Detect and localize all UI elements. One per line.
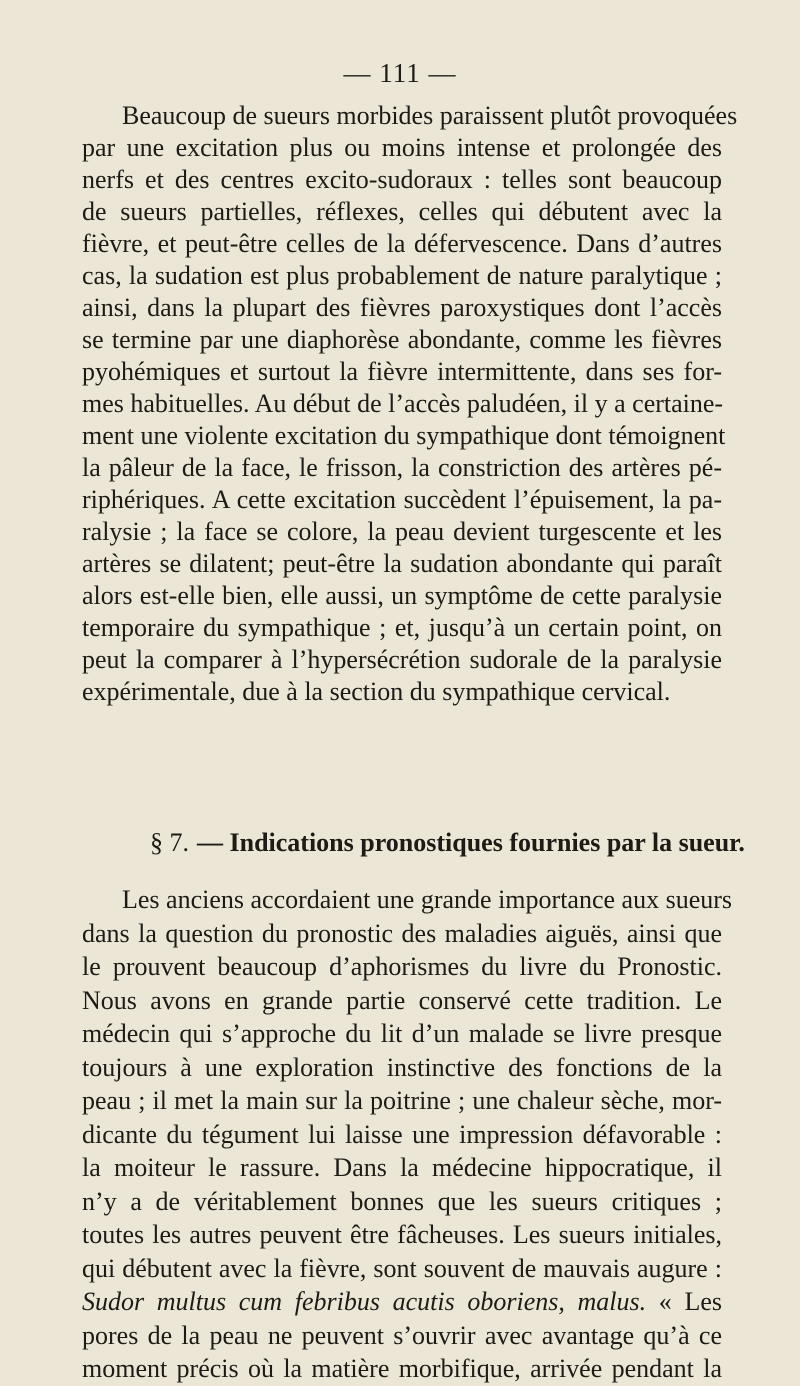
text-line: peut la comparer à l’hypersécrétion sudorale de la paralysie	[82, 645, 722, 674]
text-line: cas, la sudation est plus probablement de nature paralytique ;	[82, 261, 722, 290]
text-line: médecin qui s’approche du lit d’un malade se livre presque	[82, 1019, 722, 1048]
section-number: § 7.	[150, 828, 189, 857]
text-line: dans la question du pronostic des maladies aiguës, ainsi que	[82, 918, 722, 948]
text-line: toutes les autres peuvent être fâcheuses. Les sueurs initiales,	[82, 1220, 722, 1249]
section-heading	[150, 828, 745, 858]
text-line: temporaire du sympathique ; et, jusqu’à un certain point, on	[82, 613, 722, 642]
text-line: fièvre, et peut-être celles de la défervescence. Dans d’autres	[82, 229, 722, 258]
text-line: alors est-elle bien, elle aussi, un symptôme de cette paralysie	[82, 581, 722, 610]
text-line: Beaucoup de sueurs morbides paraissent plutôt provoquées	[122, 101, 738, 130]
quote-start: « Les	[658, 1287, 722, 1316]
paragraph-prognosis	[82, 883, 733, 1386]
text-line: toujours à une exploration instinctive des fonctions de la	[82, 1052, 722, 1082]
text-line	[82, 1285, 722, 1319]
text-line: riphériques. A cette excitation succèdent l’épuisement, la pa-	[82, 485, 722, 514]
text-line: mes habituelles. Au début de l’accès paludéen, il y a certaine-	[82, 389, 724, 418]
text-line: n’y a de véritablement bonnes que les sueurs critiques ;	[82, 1186, 722, 1216]
text-line: ralysie ; la face se colore, la peau devient turgescente et les	[82, 517, 722, 546]
text-line: la moiteur le rassure. Dans la médecine hippocratique, il	[82, 1153, 722, 1182]
text-line: ment une violente excitation du sympathique dont témoignent	[82, 421, 726, 450]
text-line: le prouvent beaucoup d’aphorismes du livre du Pronostic.	[82, 952, 722, 981]
text-line: pores de la peau ne peuvent s’ouvrir avec avantage qu’à ce	[82, 1320, 722, 1350]
text-line: dicante du tégument lui laisse une impression défavorable :	[82, 1119, 722, 1149]
text-line: la pâleur de la face, le frisson, la constriction des artères pé-	[82, 453, 722, 482]
latin-quote: Sudor multus cum febribus acutis oboriens, malus.	[82, 1287, 647, 1316]
text-line: de sueurs partielles, réflexes, celles qui débutent avec la	[82, 197, 722, 226]
text-line: Nous avons en grande partie conservé cette tradition. Le	[82, 985, 722, 1015]
text-line: expérimentale, due à la section du sympathique cervical.	[82, 677, 671, 706]
text-line: nerfs et des centres excito-sudoraux : telles sont beaucoup	[82, 165, 722, 194]
text-line: pyohémiques et surtout la fièvre intermittente, dans ses for-	[82, 357, 722, 386]
text-line: moment précis où la matière morbifique, arrivée pendant la	[82, 1354, 722, 1383]
text-line: par une excitation plus ou moins intense et prolongée des	[82, 133, 722, 162]
page-number: — 111 —	[343, 58, 457, 88]
text-line: peau ; il met la main sur la poitrine ; une chaleur sèche, mor-	[82, 1086, 722, 1115]
text-line: ainsi, dans la plupart des fièvres paroxystiques dont l’accès	[82, 293, 722, 322]
text-line: se termine par une diaphorèse abondante, comme les fièvres	[82, 325, 722, 354]
text-line: Les anciens accordaient une grande importance aux sueurs	[122, 885, 733, 914]
text-line: artères se dilatent; peut-être la sudation abondante qui paraît	[82, 549, 722, 578]
paragraph-sweat-mechanism	[82, 100, 738, 708]
section-title: — Indications pronostiques fournies par la sueur.	[197, 828, 745, 857]
text-line: qui débutent avec la fièvre, sont souvent de mauvais augure :	[82, 1253, 722, 1283]
